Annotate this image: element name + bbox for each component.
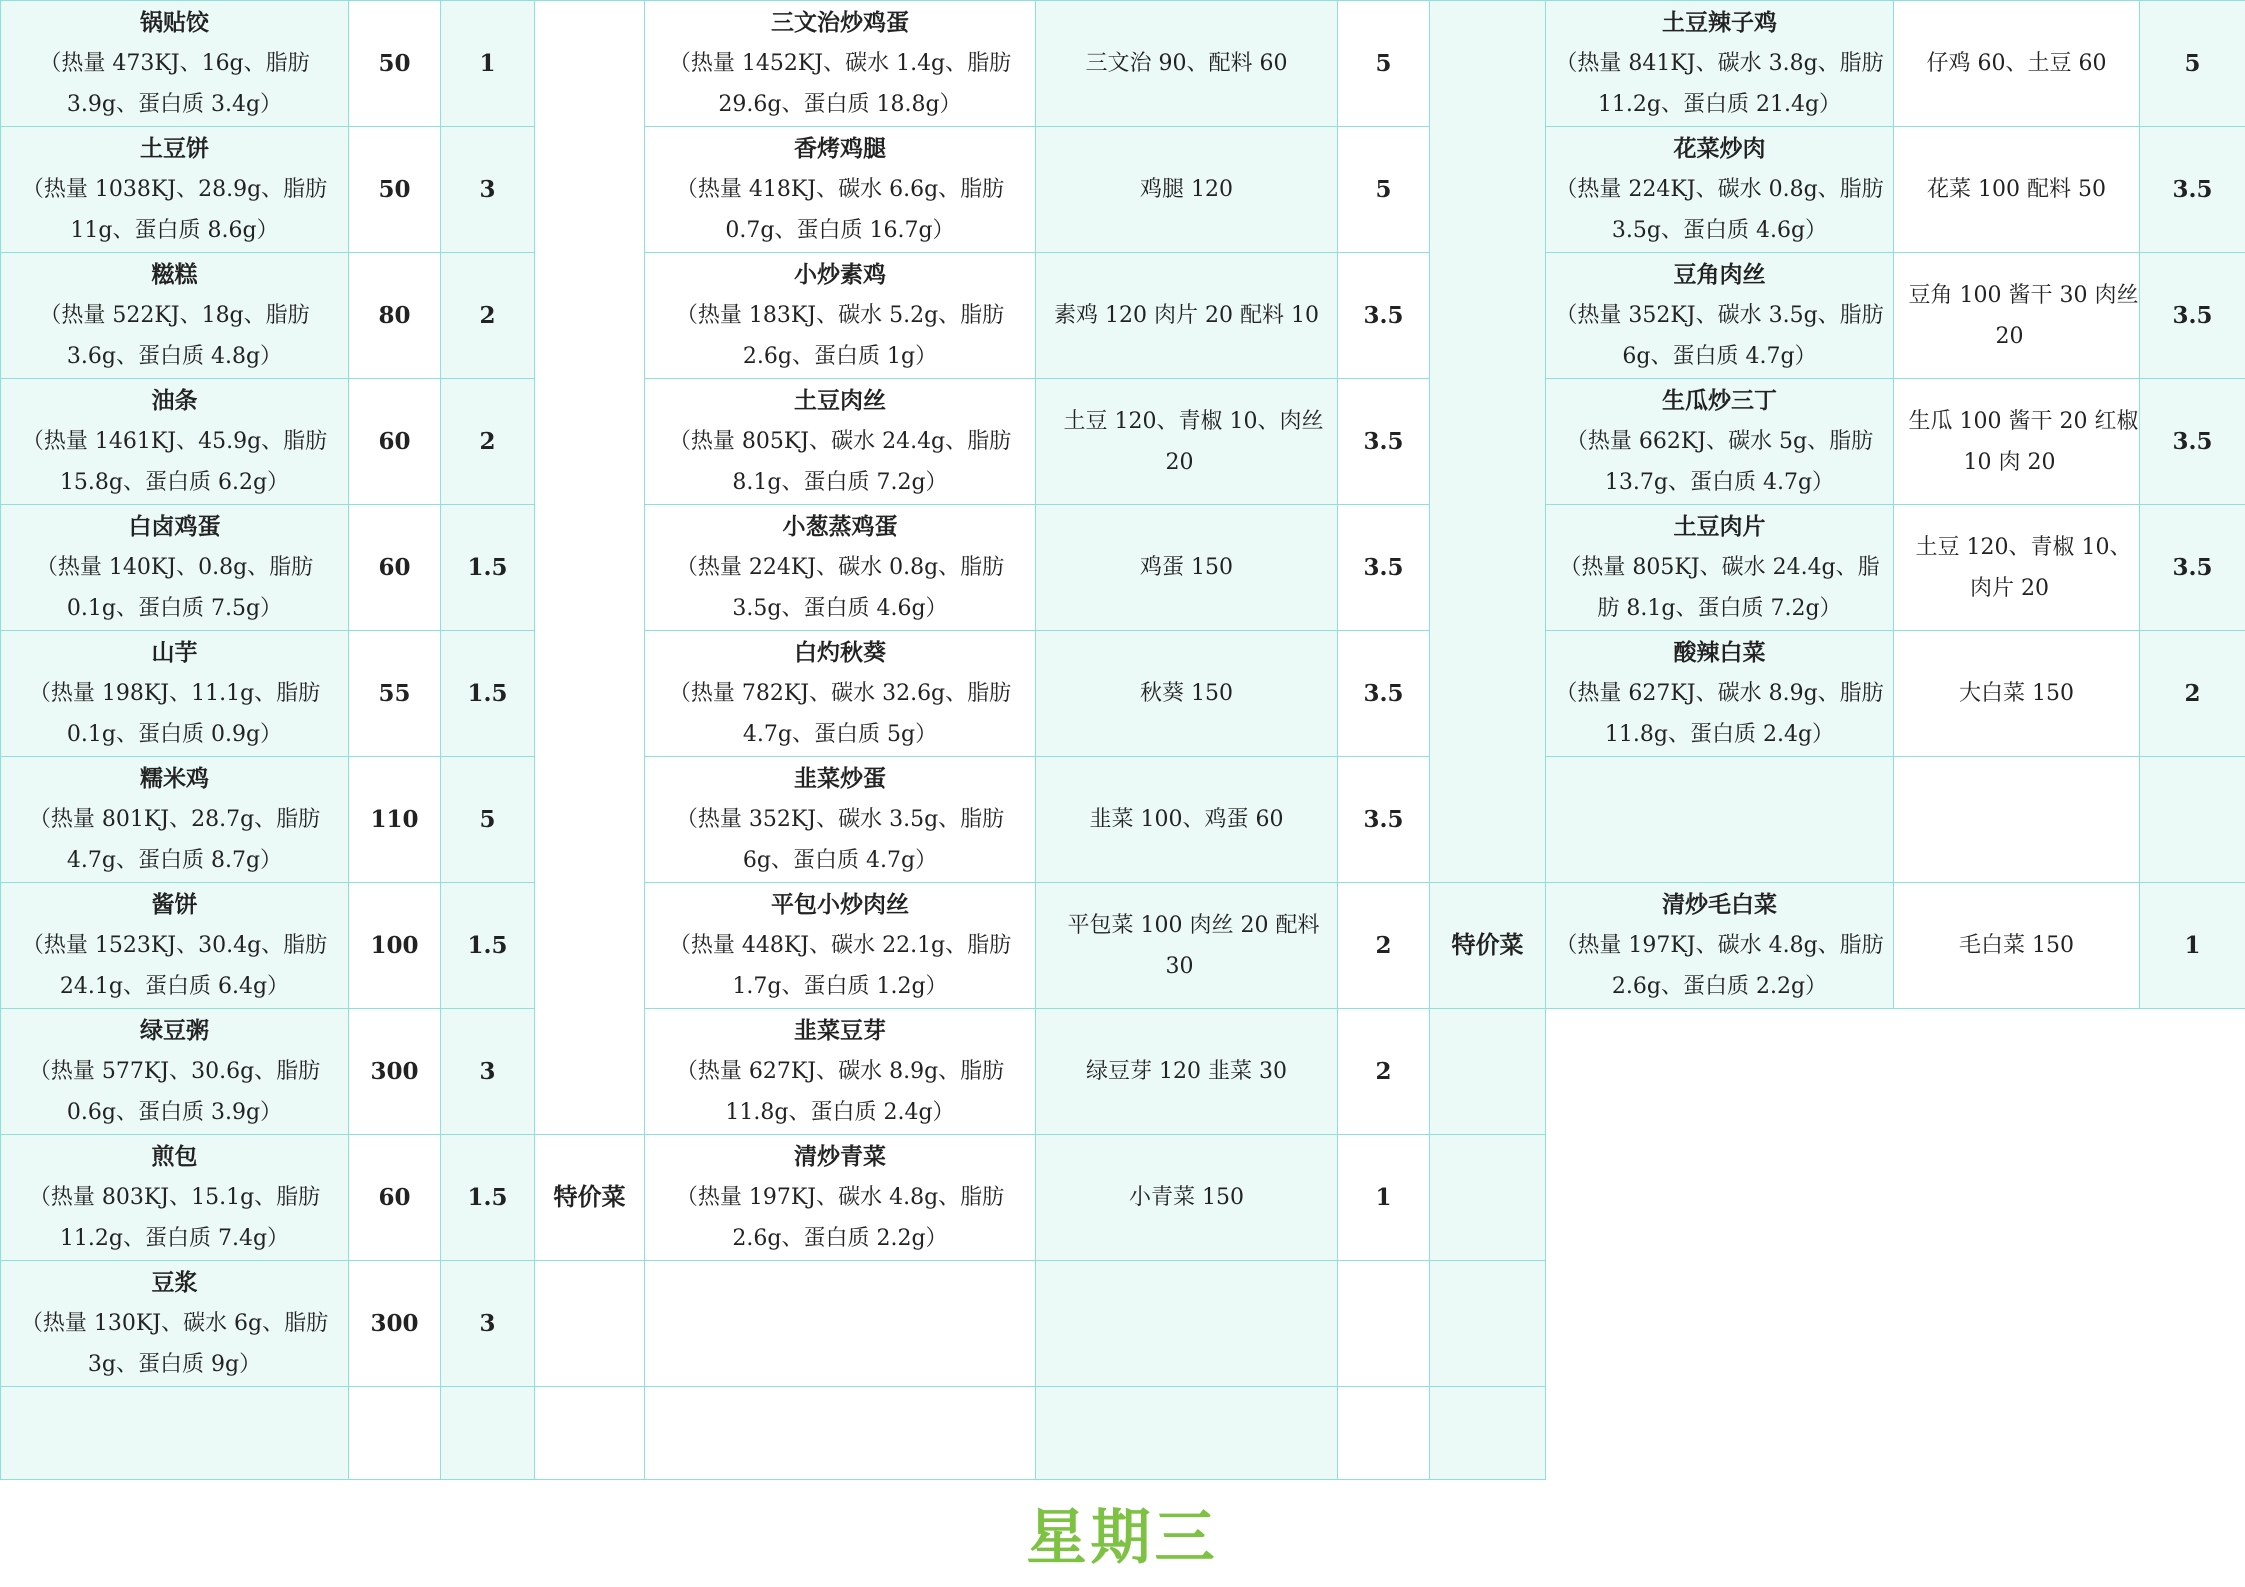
price-cell [1338,631,1430,757]
dish-name: 锅贴饺 [140,9,209,36]
weight-cell-text: 100 [370,931,419,959]
dish-name: 土豆肉片 [1673,513,1766,540]
table-row [1,379,2245,505]
dish-name: 山芋 [151,639,198,666]
nutrition-info: （热量 448KJ、碳水 22.1g、脂肪 1.7g、蛋白质 1.2g） [668,933,1012,999]
price-cell-text: 1 [2184,931,2201,959]
dish-cell [1,253,349,379]
dish-name: 白灼秋葵 [794,639,886,666]
ingredients-cell [1036,1,1338,127]
price-cell-text: 2 [479,301,496,329]
dish-cell [645,127,1036,253]
category-special-2-text: 特价菜 [1451,930,1524,959]
dish-name: 韭菜豆芽 [794,1017,886,1044]
dish-cell [1,127,349,253]
price-cell [1338,757,1430,883]
dish-name: 小炒素鸡 [794,261,886,288]
dish-cell [645,379,1036,505]
dish-cell [1,1009,349,1135]
price-cell [1338,505,1430,631]
price-cell [1338,1135,1430,1261]
dish-name: 小葱蒸鸡蛋 [782,513,898,540]
ingredients-cell [1894,1,2140,127]
price-cell-text: 1.5 [467,1183,508,1211]
nutrition-info: （热量 130KJ、碳水 6g、脂肪 3g、蛋白质 9g） [20,1311,329,1377]
table-row [1,127,2245,253]
weight-cell [349,631,441,757]
dish-name: 绿豆粥 [140,1017,209,1044]
dish-cell [645,1009,1036,1135]
dish-cell [1546,883,1894,1009]
ingredients-cell-text: 鸡蛋 150 [1140,555,1233,580]
dish-cell [645,253,1036,379]
dish-name: 白卤鸡蛋 [128,513,221,540]
price-cell-text: 1.5 [467,931,508,959]
empty-cell [1036,1261,1338,1387]
dish-cell [1,631,349,757]
ingredients-cell [1894,631,2140,757]
ingredients-cell-text: 平包菜 100 肉丝 20 配料 30 [1067,912,1320,979]
nutrition-info: （热量 183KJ、碳水 5.2g、脂肪 2.6g、蛋白质 1g） [675,303,1005,369]
table-row [1,631,2245,757]
dish-name: 豆角肉丝 [1673,261,1766,288]
price-cell [1338,379,1430,505]
price-cell-text: 3.5 [1363,805,1404,833]
nutrition-info: （热量 473KJ、16g、脂肪 3.9g、蛋白质 3.4g） [39,51,310,117]
day-title: 星期三 [1026,1503,1219,1573]
nutrition-info: （热量 577KJ、30.6g、脂肪 0.6g、蛋白质 3.9g） [28,1059,321,1125]
weight-cell-text: 50 [378,49,411,77]
ingredients-cell-text: 素鸡 120 肉片 20 配料 10 [1054,303,1319,328]
price-cell [2140,1,2245,127]
dish-cell [645,505,1036,631]
price-cell-text: 1.5 [467,553,508,581]
dish-name: 糍糕 [151,261,198,288]
dish-name: 清炒青菜 [794,1143,886,1170]
dish-name: 土豆肉丝 [794,387,886,414]
dish-name: 土豆饼 [140,135,209,162]
nutrition-info: （热量 627KJ、碳水 8.9g、脂肪 11.8g、蛋白质 2.4g） [675,1059,1005,1125]
dish-cell [1546,379,1894,505]
price-cell [441,1009,535,1135]
ingredients-cell-text: 毛白菜 150 [1959,933,2074,958]
price-cell [2140,631,2245,757]
dish-cell [1,379,349,505]
weight-cell [349,883,441,1009]
ingredients-cell-text: 仔鸡 60、土豆 60 [1926,51,2107,76]
price-cell [441,631,535,757]
price-cell [2140,883,2245,1009]
nutrition-info: （热量 627KJ、碳水 8.9g、脂肪 11.8g、蛋白质 2.4g） [1555,681,1884,747]
weight-cell [349,379,441,505]
empty-cell [2140,757,2245,883]
price-cell-text: 3 [479,1057,496,1085]
empty-cell [441,1387,535,1480]
table-row [1,253,2245,379]
nutrition-info: （热量 197KJ、碳水 4.8g、脂肪 2.6g、蛋白质 2.2g） [675,1185,1005,1251]
ingredients-cell [1036,505,1338,631]
ingredients-cell-text: 秋葵 150 [1140,681,1233,706]
dish-cell [1546,505,1894,631]
dish-name: 清炒毛白菜 [1662,891,1777,918]
price-cell [441,757,535,883]
dish-name: 煎包 [151,1143,198,1170]
price-cell-text: 1 [479,49,496,77]
nutrition-info: （热量 805KJ、碳水 24.4g、脂肪 8.1g、蛋白质 7.2g） [668,429,1012,495]
ingredients-cell [1036,1009,1338,1135]
weight-cell-text: 80 [378,301,411,329]
nutrition-info: （热量 352KJ、碳水 3.5g、脂肪 6g、蛋白质 4.7g） [1555,303,1884,369]
dish-cell [1,505,349,631]
weight-cell-text: 300 [370,1309,419,1337]
ingredients-cell-text: 韭菜 100、鸡蛋 60 [1089,807,1284,832]
table-row [1,883,2245,1009]
weight-cell-text: 60 [378,553,411,581]
price-cell [441,127,535,253]
price-cell-text: 2 [1375,1057,1392,1085]
price-cell [441,1135,535,1261]
nutrition-info: （热量 805KJ、碳水 24.4g、脂肪 8.1g、蛋白质 7.2g） [1559,555,1880,621]
ingredients-cell [1036,631,1338,757]
dish-name: 三文治炒鸡蛋 [771,9,909,36]
price-cell [2140,127,2245,253]
ingredients-cell-text: 三文治 90、配料 60 [1085,51,1288,76]
price-cell [2140,505,2245,631]
weight-cell-text: 50 [378,175,411,203]
ingredients-cell [1894,379,2140,505]
weight-cell [349,1135,441,1261]
dish-cell [1,883,349,1009]
price-cell-text: 3.5 [1363,301,1404,329]
price-cell [441,505,535,631]
category-special-2 [1430,883,1546,1009]
empty-cell [535,1261,645,1387]
nutrition-info: （热量 352KJ、碳水 3.5g、脂肪 6g、蛋白质 4.7g） [675,807,1005,873]
price-cell [441,253,535,379]
dish-name: 酸辣白菜 [1673,639,1766,666]
price-cell-text: 3.5 [1363,427,1404,455]
weight-cell [349,253,441,379]
weight-cell [349,757,441,883]
weight-cell-text: 55 [378,679,411,707]
nutrition-info: （热量 803KJ、15.1g、脂肪 11.2g、蛋白质 7.4g） [28,1185,321,1251]
dish-cell [645,1135,1036,1261]
dish-cell [645,1,1036,127]
price-cell-text: 3.5 [2172,553,2213,581]
dish-cell [1546,253,1894,379]
price-cell-text: 5 [479,805,496,833]
nutrition-info: （热量 1452KJ、碳水 1.4g、脂肪 29.6g、蛋白质 18.8g） [668,51,1012,117]
price-cell [1338,1009,1430,1135]
price-cell-text: 3 [479,1309,496,1337]
dish-name: 韭菜炒蛋 [794,765,886,792]
nutrition-info: （热量 522KJ、18g、脂肪 3.6g、蛋白质 4.8g） [39,303,310,369]
ingredients-cell [1894,253,2140,379]
dish-cell [645,631,1036,757]
nutrition-info: （热量 801KJ、28.7g、脂肪 4.7g、蛋白质 8.7g） [28,807,321,873]
dish-cell [1,1,349,127]
table-row [1,757,2245,883]
price-cell-text: 3.5 [1363,553,1404,581]
empty-cell [349,1387,441,1480]
category-special-1 [535,1135,645,1261]
dish-cell [1546,1,1894,127]
nutrition-info: （热量 841KJ、碳水 3.8g、脂肪 11.2g、蛋白质 21.4g） [1555,51,1884,117]
empty-cell [645,1261,1036,1387]
dish-name: 酱饼 [151,891,198,918]
price-cell [1338,253,1430,379]
price-cell-text: 5 [1375,49,1392,77]
nutrition-info: （热量 782KJ、碳水 32.6g、脂肪 4.7g、蛋白质 5g） [668,681,1012,747]
ingredients-cell [1894,127,2140,253]
dish-name: 豆浆 [151,1269,198,1296]
nutrition-info: （热量 418KJ、碳水 6.6g、脂肪 0.7g、蛋白质 16.7g） [675,177,1005,243]
price-cell [441,379,535,505]
price-cell-text: 1 [1375,1183,1392,1211]
price-cell [1338,1,1430,127]
empty-cell [1036,1387,1338,1480]
ingredients-cell-text: 生瓜 100 酱干 20 红椒 10 肉 20 [1908,408,2139,475]
empty-cell [1338,1387,1430,1480]
price-cell [441,1261,535,1387]
weight-cell-text: 110 [370,805,419,833]
nutrition-info: （热量 1461KJ、45.9g、脂肪 15.8g、蛋白质 6.2g） [21,429,328,495]
empty-cell [1430,1009,1546,1135]
ingredients-cell [1036,757,1338,883]
dish-name: 土豆辣子鸡 [1662,9,1777,36]
table-row [1,505,2245,631]
price-cell-text: 5 [2184,49,2201,77]
weight-cell-text: 60 [378,427,411,455]
nutrition-info: （热量 198KJ、11.1g、脂肪 0.1g、蛋白质 0.9g） [28,681,321,747]
ingredients-cell [1894,505,2140,631]
empty-cell [1430,1387,1546,1480]
price-cell [441,1,535,127]
dish-name: 糯米鸡 [140,765,209,792]
empty-cell [1546,757,1894,883]
ingredients-cell [1036,379,1338,505]
empty-cell [1430,1261,1546,1387]
ingredients-cell-text: 绿豆芽 120 韭菜 30 [1086,1059,1287,1084]
nutrition-info: （热量 197KJ、碳水 4.8g、脂肪 2.6g、蛋白质 2.2g） [1555,933,1884,999]
price-cell-text: 3.5 [2172,175,2213,203]
category-special-1-text: 特价菜 [553,1182,626,1211]
price-cell [441,883,535,1009]
empty-cell [1338,1261,1430,1387]
dish-cell [1,1261,349,1387]
weight-cell [349,505,441,631]
table-row [1,1,2245,127]
price-cell-text: 5 [1375,175,1392,203]
dish-name: 香烤鸡腿 [794,135,886,162]
ingredients-cell-text: 鸡腿 120 [1140,177,1233,202]
ingredients-cell-text: 大白菜 150 [1959,681,2074,706]
price-cell-text: 2 [2184,679,2201,707]
empty-cell [645,1387,1036,1480]
price-cell-text: 2 [479,427,496,455]
nutrition-info: （热量 1038KJ、28.9g、脂肪 11g、蛋白质 8.6g） [21,177,328,243]
empty-cell [535,1387,645,1480]
ingredients-cell [1036,127,1338,253]
nutrition-info: （热量 224KJ、碳水 0.8g、脂肪 3.5g、蛋白质 4.6g） [675,555,1005,621]
ingredients-cell-text: 土豆 120、青椒 10、肉片 20 [1915,534,2132,601]
price-cell [1338,127,1430,253]
nutrition-info: （热量 662KJ、碳水 5g、脂肪 13.7g、蛋白质 4.7g） [1565,429,1874,495]
category-cell-blank [1430,1,1546,883]
ingredients-cell-text: 土豆 120、青椒 10、肉丝 20 [1063,408,1324,475]
dish-cell [1546,631,1894,757]
price-cell-text: 3.5 [2172,427,2213,455]
table-row [1,1009,2245,1135]
price-cell-text: 1.5 [467,679,508,707]
ingredients-cell-text: 小青菜 150 [1129,1185,1244,1210]
price-cell [2140,379,2245,505]
price-cell-text: 2 [1375,931,1392,959]
dish-cell [645,757,1036,883]
nutrition-info: （热量 1523KJ、30.4g、脂肪 24.1g、蛋白质 6.4g） [21,933,328,999]
dish-cell [1546,127,1894,253]
empty-cell [1894,757,2140,883]
weight-cell [349,127,441,253]
weight-cell [349,1261,441,1387]
empty-cell [1,1387,349,1480]
ingredients-cell [1036,1135,1338,1261]
weight-cell-text: 300 [370,1057,419,1085]
price-cell [2140,253,2245,379]
price-cell [1338,883,1430,1009]
dish-name: 生瓜炒三丁 [1662,387,1777,414]
ingredients-cell-text: 豆角 100 酱干 30 肉丝 20 [1908,282,2139,349]
dish-name: 花菜炒肉 [1673,135,1766,162]
category-cell-blank [535,1,645,1135]
ingredients-cell [1036,253,1338,379]
weight-cell [349,1,441,127]
dish-name: 平包小炒肉丝 [771,891,909,918]
nutrition-info: （热量 140KJ、0.8g、脂肪 0.1g、蛋白质 7.5g） [35,555,314,621]
nutrition-info: （热量 224KJ、碳水 0.8g、脂肪 3.5g、蛋白质 4.6g） [1555,177,1884,243]
price-cell-text: 3.5 [2172,301,2213,329]
empty-cell [1430,1135,1546,1261]
ingredients-cell [1036,883,1338,1009]
dish-name: 油条 [151,387,198,414]
price-cell-text: 3.5 [1363,679,1404,707]
weight-cell-text: 60 [378,1183,411,1211]
dish-cell [645,883,1036,1009]
price-cell-text: 3 [479,175,496,203]
dish-cell [1,1135,349,1261]
blank-area [1546,1009,2245,1480]
dish-cell [1,757,349,883]
ingredients-cell [1894,883,2140,1009]
weight-cell [349,1009,441,1135]
ingredients-cell-text: 花菜 100 配料 50 [1927,177,2106,202]
